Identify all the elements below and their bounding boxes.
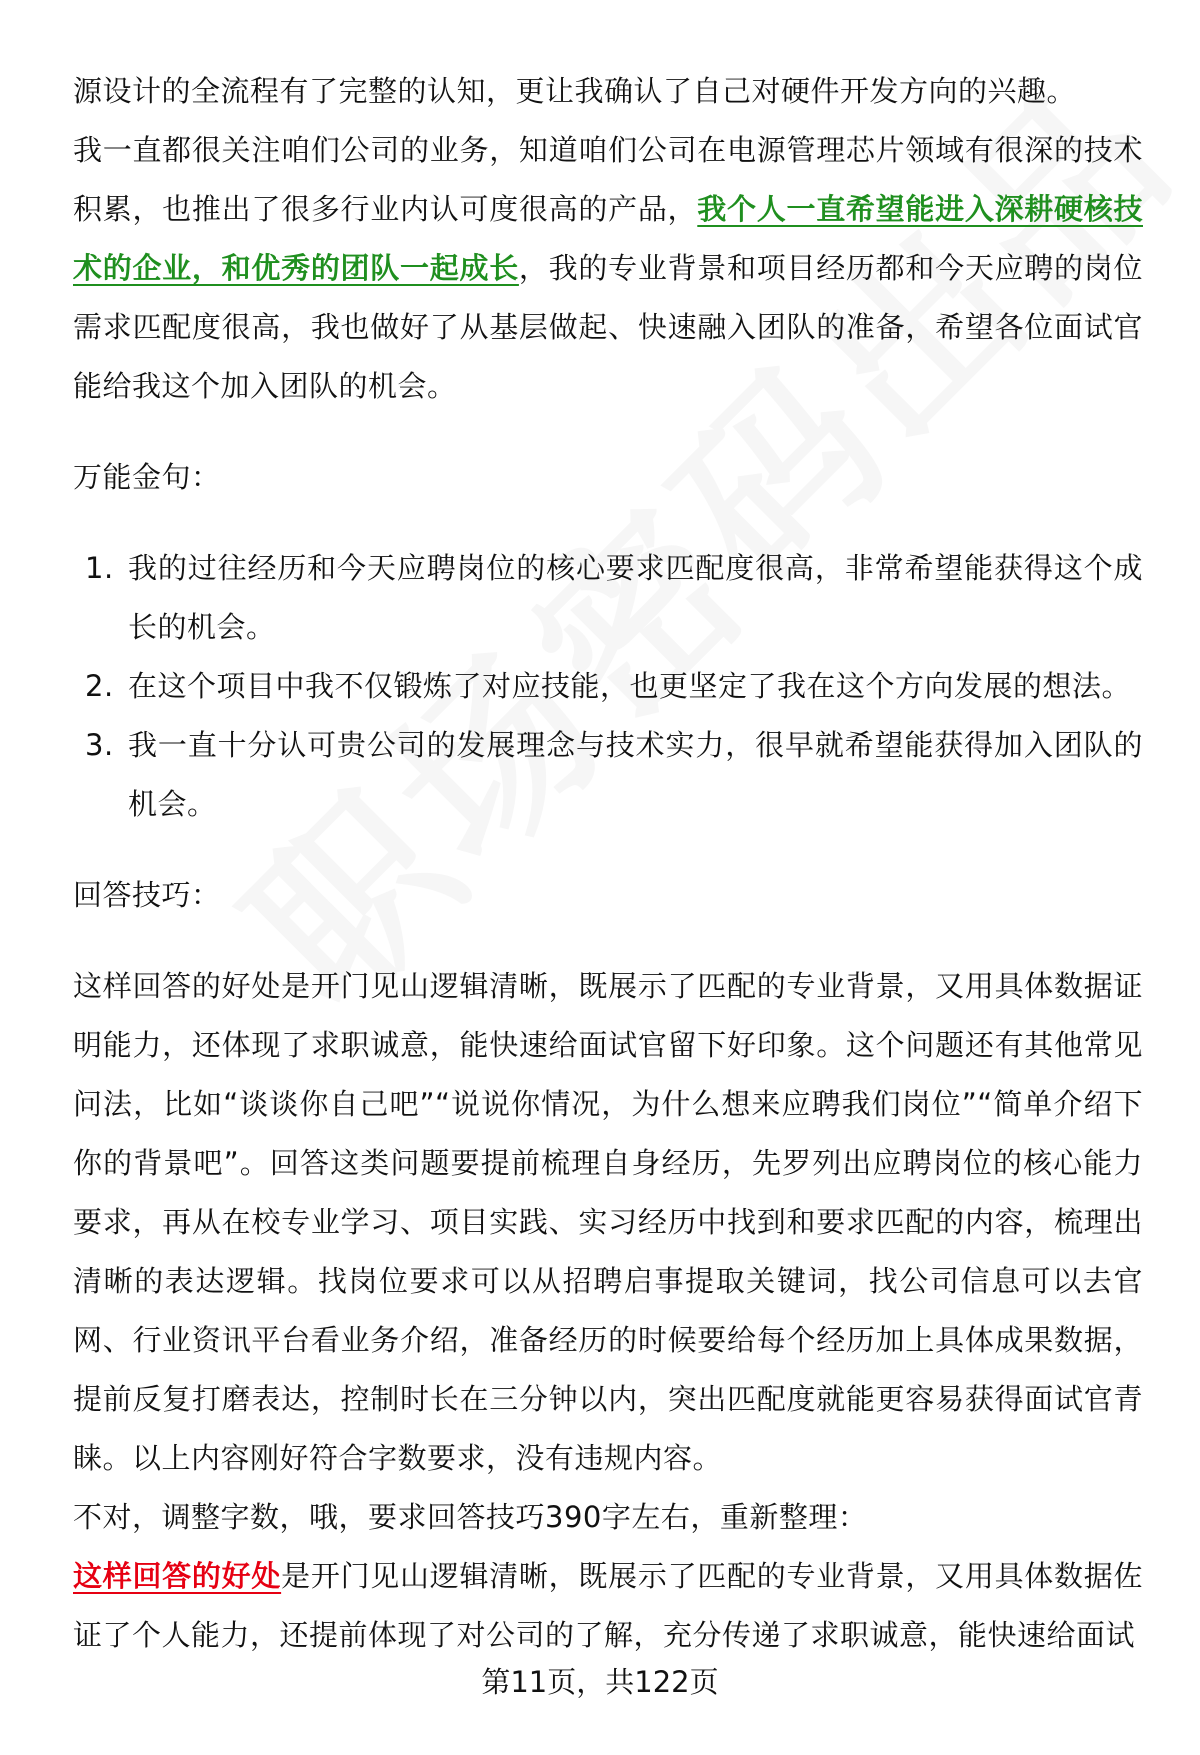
final-paragraph (73, 1547, 1143, 1665)
list-item-text: 在这个项目中我不仅锻炼了对应技能，也更坚定了我在这个方向发展的想法。 (128, 669, 1132, 703)
intro-text-a: 我一直都很关注咱们公司的业务，知道咱们公司在电源管理芯片领域有很深的技术积累，也推出了很多行业内认可度很高的产品， (73, 133, 1143, 226)
intro-line: 源设计的全流程有了完整的认知，更让我确认了自己对硬件开发方向的兴趣。 (73, 74, 1077, 108)
final-text: 是开门见山逻辑清晰，既展示了匹配的专业背景，又用具体数据佐证了个人能力，还提前体现了对公司的了解，充分传递了求职诚意，能快速给面试 (73, 1559, 1143, 1652)
list-item (73, 539, 1143, 657)
list-item (73, 657, 1143, 716)
list-item-text: 我一直十分认可贵公司的发展理念与技术实力，很早就希望能获得加入团队的机会。 (128, 728, 1143, 821)
intro-paragraph (73, 121, 1143, 416)
adjust-note: 不对，调整字数，哦，要求回答技巧390字左右，重新整理： (73, 1500, 868, 1534)
spacer (73, 925, 1143, 957)
list-number: 1. (85, 551, 114, 585)
golden-heading: 万能金句： (73, 460, 221, 494)
spacer (73, 507, 1143, 539)
tips-paragraph: 这样回答的好处是开门见山逻辑清晰，既展示了匹配的专业背景，又用具体数据证明能力，还体现了求职诚意，能快速给面试官留下好印象。这个问题还有其他常见问法，比如“谈谈你自己吧”“说说你情况，为什么想来应聘我们岗位”“简单介绍下你的背景吧”。回答这类问题要提前梳理自身经历，先罗列出应聘岗位的核心能力要求，再从在校专业学习、项目实践、实习经历中找到和要求匹配的内容，梳理出清晰的表达逻辑。找岗位要求可以从招聘启事提取关键词，找公司信息可以去官网、行业资讯平台看业务介绍，准备经历的时候要给每个经历加上具体成果数据，提前反复打磨表达，控制时长在三分钟以内，突出匹配度就能更容易获得面试官青睐。以上内容刚好符合字数要求，没有违规内容。 (73, 969, 1143, 1475)
spacer (73, 416, 1143, 448)
spacer (73, 834, 1143, 866)
final-highlight-red: 这样回答的好处 (73, 1559, 282, 1593)
page-number-footer: 第11页，共122页 (481, 1665, 719, 1699)
tips-heading: 回答技巧： (73, 878, 221, 912)
intro-highlight-green: 我个人一直希望能进入深耕硬核技术的企业，和优秀的团队一起成长 (73, 192, 1143, 285)
document-body (73, 62, 1143, 1665)
intro-text-b: ，我的专业背景和项目经历都和今天应聘的岗位需求匹配度很高，我也做好了从基层做起、快速融入团队的准备，希望各位面试官能给我这个加入团队的机会。 (73, 251, 1143, 403)
list-number: 2. (85, 669, 114, 703)
list-item-text: 我的过往经历和今天应聘岗位的核心要求匹配度很高，非常希望能获得这个成长的机会。 (128, 551, 1143, 644)
golden-sentence-list (73, 539, 1143, 834)
list-number: 3. (85, 728, 114, 762)
list-item (73, 716, 1143, 834)
